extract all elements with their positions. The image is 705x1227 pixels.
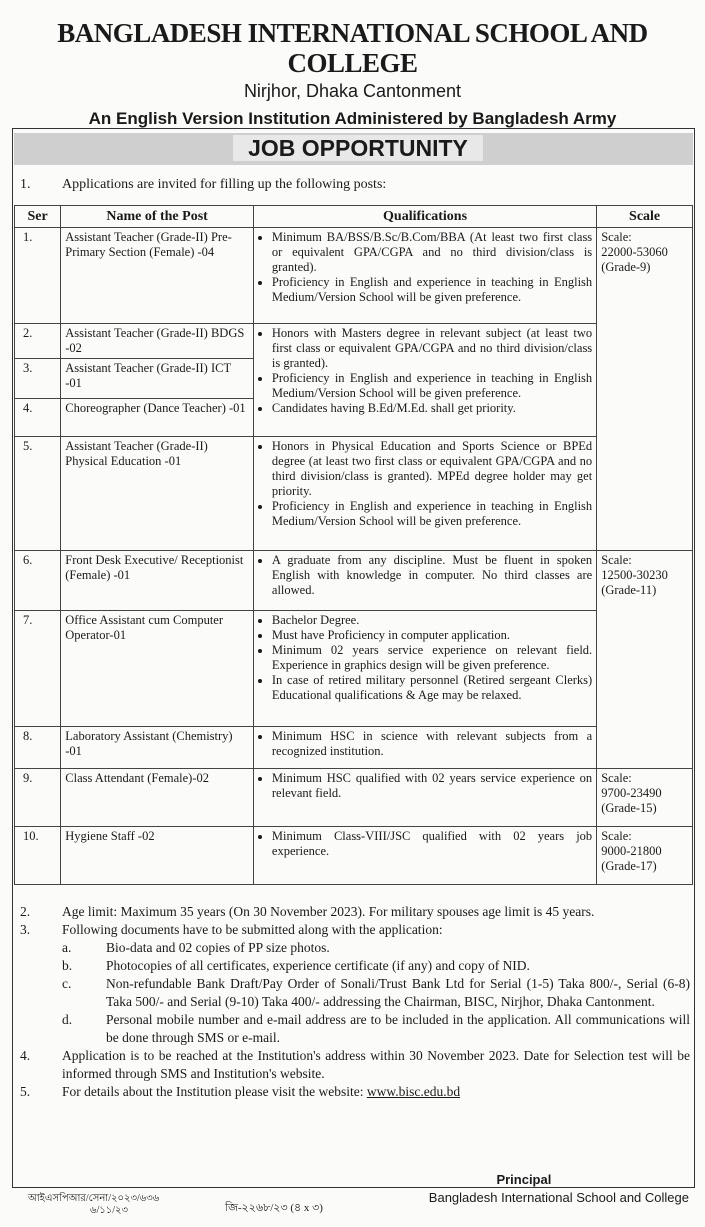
qual-item: • Proficiency in English and experience in teaching in English Medium/Version School will be given preference.	[272, 275, 592, 305]
website-link[interactable]: www.bisc.edu.bd	[366, 1084, 461, 1099]
item-num: d.	[62, 1012, 73, 1027]
qual-item: • Proficiency in English and experience in teaching in English Medium/Version School will be given preference.	[272, 371, 592, 401]
document-header	[0, 0, 705, 130]
qual-item: • Candidates having B.Ed/M.Ed. shall get priority.	[272, 401, 592, 416]
row-post: Assistant Teacher (Grade-II) Physical Education -01	[61, 437, 254, 551]
instruction-subitem	[20, 939, 690, 957]
scale-label: Scale:	[601, 829, 632, 843]
row-ser: 3.	[15, 359, 61, 399]
qual-item: • Minimum 02 years service experience on relevant field. Experience in graphics design will be given preference.	[272, 643, 592, 673]
row-ser: 6.	[15, 551, 61, 611]
instruction-item	[20, 903, 690, 921]
item-num: a.	[62, 940, 72, 955]
signature-block	[429, 1171, 689, 1207]
table-row	[15, 611, 693, 727]
scale-range: 9000-21800	[601, 844, 662, 858]
row-post: Class Attendant (Female)-02	[61, 769, 254, 827]
row-post: Assistant Teacher (Grade-II) Pre-Primary Section (Female) -04	[61, 228, 254, 324]
instruction-item	[20, 1047, 690, 1083]
qual-item: • Minimum HSC in science with relevant subjects from a recognized institution.	[272, 729, 592, 759]
publication-code: জি-২২৬৮/২৩ (৪ x ৩)	[225, 1202, 323, 1214]
signature-org: Bangladesh International School and College	[428, 1190, 689, 1205]
scale-label: Scale:	[601, 553, 632, 567]
instruction-subitem	[20, 975, 690, 1011]
qual-item: • In case of retired military personnel (Retired sergeant Clerks) Educational qualifications & Age may be relaxed.	[272, 673, 592, 703]
row-ser: 4.	[15, 399, 61, 437]
qual-item: • Proficiency in English and experience in teaching in English Medium/Version School will be given preference.	[272, 499, 592, 529]
instruction-item	[20, 921, 690, 939]
col-scale: Scale	[597, 206, 693, 228]
intro-line	[20, 177, 386, 193]
posts-table	[14, 205, 693, 885]
reference-date: ৬/১১/২৩	[90, 1205, 129, 1216]
table-row	[15, 228, 693, 324]
table-header-row	[15, 206, 693, 228]
row-post: Choreographer (Dance Teacher) -01	[61, 399, 254, 437]
intro-num: 1.	[20, 177, 31, 192]
institution-location: Nirjhor, Dhaka Cantonment	[243, 81, 462, 101]
row-qual	[253, 437, 596, 551]
row-qual	[253, 551, 596, 611]
row-ser: 5.	[15, 437, 61, 551]
instruction-subitem	[20, 957, 690, 975]
reference-stamp	[28, 1193, 159, 1217]
row-qual	[253, 228, 596, 324]
row-scale	[597, 769, 693, 827]
table-row	[15, 551, 693, 611]
scale-grade: (Grade-9)	[601, 260, 651, 274]
item-num: 2.	[20, 904, 31, 919]
row-qual	[253, 611, 596, 727]
qual-item: • Honors with Masters degree in relevant subject (at least two first class or equivalent GPA/CGPA and no third division/class is granted).	[272, 326, 592, 371]
item-num: c.	[62, 976, 72, 991]
item-text	[62, 1083, 690, 1101]
reference-number: আইএসপিআর/সেনা/২০২৩/৬৩৬	[28, 1193, 160, 1204]
item-text: Non-refundable Bank Draft/Pay Order of Sonali/Trust Bank Ltd for Serial (1-5) Taka 800/-, Serial (6-8) Taka 500/- and Serial (9-10) Taka 400/- addressing the Chairman, BISC, Nirjhor, Dhaka Cantonment.	[106, 976, 690, 1009]
row-ser: 10.	[15, 827, 61, 885]
row-ser: 7.	[15, 611, 61, 727]
scale-range: 9700-23490	[601, 786, 662, 800]
row-qual	[253, 827, 596, 885]
row-post: Assistant Teacher (Grade-II) BDGS -02	[61, 324, 254, 359]
row-ser: 1.	[15, 228, 61, 324]
table-row	[15, 727, 693, 769]
item-text: Personal mobile number and e-mail address are to be included in the application. All communications will be done through SMS or e-mail.	[106, 1012, 690, 1045]
row-post: Hygiene Staff -02	[61, 827, 254, 885]
qual-item: • Minimum HSC qualified with 02 years service experience on relevant field.	[272, 771, 592, 801]
row-post: Office Assistant cum Computer Operator-01	[61, 611, 254, 727]
col-ser: Ser	[15, 206, 61, 228]
scale-grade: (Grade-11)	[601, 583, 657, 597]
scale-grade: (Grade-15)	[601, 801, 657, 815]
qual-item: • Minimum Class-VIII/JSC qualified with 02 years job experience.	[272, 829, 592, 859]
banner-title: JOB OPPORTUNITY	[233, 135, 483, 161]
website-prompt: For details about the Institution please visit the website:	[62, 1084, 364, 1099]
item-text: Photocopies of all certificates, experience certificate (if any) and copy of NID.	[106, 958, 530, 973]
item-text: Age limit: Maximum 35 years (On 30 November 2023). For military spouses age limit is 45 years.	[62, 904, 595, 919]
row-qual	[253, 324, 596, 437]
col-post: Name of the Post	[61, 206, 254, 228]
qual-item: • Bachelor Degree.	[272, 613, 592, 628]
row-scale	[597, 551, 693, 769]
institution-title: BANGLADESH INTERNATIONAL SCHOOL AND COLLEGE	[57, 18, 648, 78]
col-qual: Qualifications	[253, 206, 596, 228]
item-text: Application is to be reached at the Institution's address within 30 November 2023. Date for Selection test will be informed through SMS and Institution's website.	[62, 1048, 690, 1081]
signature-title: Principal	[496, 1172, 552, 1187]
intro-text: Applications are invited for filling up the following posts:	[62, 177, 387, 192]
item-num: b.	[62, 958, 73, 973]
qual-item: • A graduate from any discipline. Must be fluent in spoken English with knowledge in computer. No third classes are allowed.	[272, 553, 592, 598]
instruction-item	[20, 1083, 690, 1101]
table-row	[15, 769, 693, 827]
institution-tagline: An English Version Institution Administered by Bangladesh Army	[88, 109, 617, 128]
row-qual	[253, 769, 596, 827]
row-ser: 2.	[15, 324, 61, 359]
scale-range: 22000-53060	[601, 245, 668, 259]
item-num: 5.	[20, 1084, 31, 1099]
table-row	[15, 827, 693, 885]
row-scale	[597, 827, 693, 885]
row-qual	[253, 727, 596, 769]
qual-item: • Must have Proficiency in computer application.	[272, 628, 592, 643]
instructions	[20, 903, 690, 1101]
row-post: Laboratory Assistant (Chemistry) -01	[61, 727, 254, 769]
qual-item: • Honors in Physical Education and Sports Science or BPEd degree (at least two first class or equivalent GPA/CGPA and no third division/class is granted). MPEd degree holder may get priority.	[272, 439, 592, 499]
row-ser: 9.	[15, 769, 61, 827]
qual-item: • Minimum BA/BSS/B.Sc/B.Com/BBA (At least two first class or equivalent GPA/CGPA and no third division/class is granted).	[272, 230, 592, 275]
item-num: 3.	[20, 922, 31, 937]
scale-label: Scale:	[601, 230, 632, 244]
row-post: Front Desk Executive/ Receptionist (Female) -01	[61, 551, 254, 611]
scale-grade: (Grade-17)	[601, 859, 657, 873]
scale-label: Scale:	[601, 771, 632, 785]
item-text: Bio-data and 02 copies of PP size photos.	[106, 940, 330, 955]
row-scale	[597, 228, 693, 551]
item-text: Following documents have to be submitted along with the application:	[62, 922, 443, 937]
item-num: 4.	[20, 1048, 31, 1063]
banner	[14, 133, 693, 165]
row-post: Assistant Teacher (Grade-II) ICT -01	[61, 359, 254, 399]
table-row	[15, 324, 693, 359]
row-ser: 8.	[15, 727, 61, 769]
instruction-subitem	[20, 1011, 690, 1047]
scale-range: 12500-30230	[601, 568, 668, 582]
table-row	[15, 437, 693, 551]
